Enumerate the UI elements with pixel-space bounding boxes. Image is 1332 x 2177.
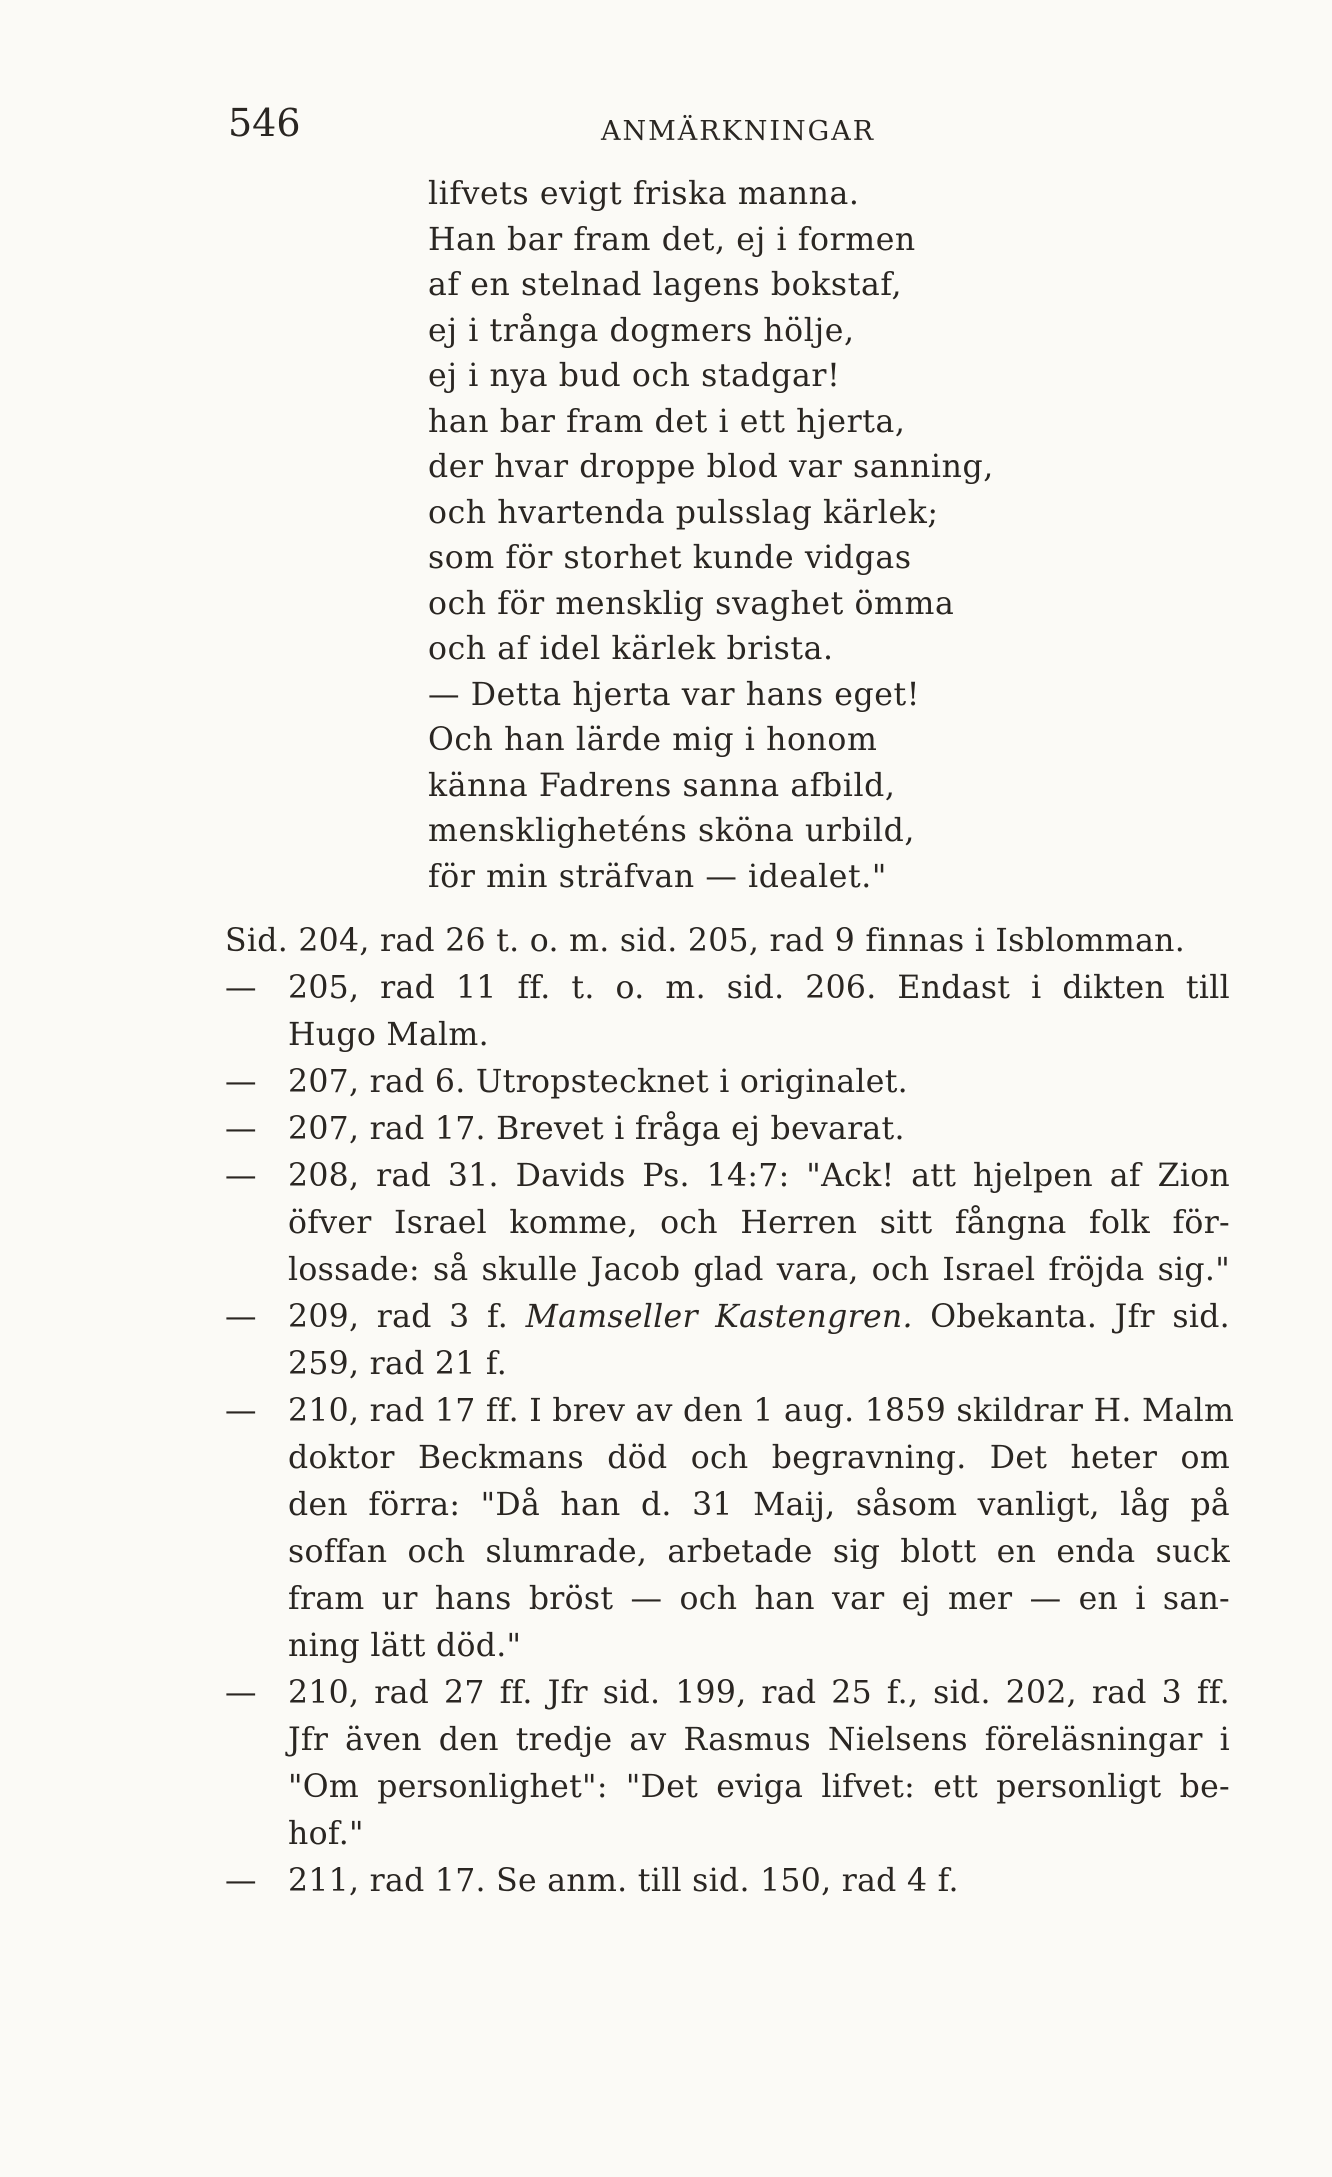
note-dash: — xyxy=(225,1299,257,1335)
note-entry xyxy=(225,1858,1230,1905)
note-line: 211, rad 17. Se anm. till sid. 150, rad 4 f. xyxy=(288,1863,959,1899)
note-line: lossade: så skulle Jacob glad vara, och Israel fröjda sig." xyxy=(288,1252,1230,1288)
note-line: 205, rad 11 ff. t. o. m. sid. 206. Endast i dikten till xyxy=(288,970,1230,1006)
note-dash: — xyxy=(225,1675,257,1711)
poem-line: Han bar fram det, ej i formen xyxy=(428,221,916,258)
note-dash: — xyxy=(225,1158,257,1194)
poem-line: af en stelnad lagens bokstaf, xyxy=(428,267,903,303)
note-dash: — xyxy=(225,1393,257,1429)
note-entry xyxy=(225,1153,1230,1294)
poem xyxy=(428,172,994,900)
note-text: Obekanta. Jfr sid. xyxy=(930,1299,1230,1335)
note-entry xyxy=(225,1388,1235,1670)
note-line: soffan och slumrade, arbetade sig blott en enda suck xyxy=(288,1534,1230,1570)
note-line: 208, rad 31. Davids Ps. 14:7: "Ack! att hjelpen af Zion xyxy=(288,1158,1230,1194)
note-line: 207, rad 17. Brevet i fråga ej bevarat. xyxy=(288,1111,905,1147)
poem-line: känna Fadrens sanna afbild, xyxy=(428,767,896,804)
note-italic-title: Mamseller Kastengren. xyxy=(525,1299,913,1335)
note-line: doktor Beckmans död och begravning. Det heter om xyxy=(288,1440,1230,1476)
poem-line: och af idel kärlek brista. xyxy=(428,631,834,667)
note-line: Sid. 204, rad 26 t. o. m. sid. 205, rad 9 finnas i Isblomman. xyxy=(225,923,1186,959)
notes-section xyxy=(225,918,1235,1905)
note-entry xyxy=(225,1294,1230,1388)
note-line: fram ur hans bröst — och han var ej mer — en i san- xyxy=(288,1581,1230,1617)
poem-line: som för storhet kunde vidgas xyxy=(428,540,912,576)
poem-line: för min sträfvan — idealet." xyxy=(428,858,887,895)
poem-line: och hvartenda pulsslag kärlek; xyxy=(428,494,939,531)
note-line: den förra: "Då han d. 31 Maij, såsom vanligt, låg på xyxy=(288,1487,1230,1523)
note-line: 259, rad 21 f. xyxy=(288,1346,508,1382)
note-line: öfver Israel komme, och Herren sitt fångna folk för- xyxy=(288,1205,1230,1241)
note-line: hof." xyxy=(288,1816,364,1852)
note-ref: 209, rad 3 f. xyxy=(288,1299,509,1335)
note-dash: — xyxy=(225,1111,257,1147)
note-line: Hugo Malm. xyxy=(288,1017,489,1053)
poem-line: han bar fram det i ett hjerta, xyxy=(428,403,906,440)
poem-line: ej i nya bud och stadgar! xyxy=(428,358,841,394)
poem-line: Och han lärde mig i honom xyxy=(428,722,878,758)
note-dash: — xyxy=(225,970,257,1006)
note-line: 210, rad 17 ff. I brev av den 1 aug. 1859 skildrar H. Malm xyxy=(288,1393,1235,1429)
running-head: ANMÄRKNINGAR xyxy=(601,116,876,147)
note-dash: — xyxy=(225,1064,257,1100)
note-line: 210, rad 27 ff. Jfr sid. 199, rad 25 f., sid. 202, rad 3 ff. xyxy=(288,1675,1230,1711)
poem-line: och för mensklig svaghet ömma xyxy=(428,585,955,622)
page-number: 546 xyxy=(228,101,301,145)
note-dash: — xyxy=(225,1863,257,1899)
note-entry xyxy=(225,918,1230,965)
note-line xyxy=(288,1294,1230,1341)
poem-line: lifvets evigt friska manna. xyxy=(428,176,860,212)
note-entry xyxy=(225,965,1230,1059)
note-entry xyxy=(225,1106,1230,1153)
poem-line: — Detta hjerta var hans eget! xyxy=(428,676,921,713)
note-entry xyxy=(225,1059,1230,1106)
poem-line: ej i trånga dogmers hölje, xyxy=(428,312,855,349)
poem-line: der hvar droppe blod var sanning, xyxy=(428,449,994,485)
note-line: ning lätt död." xyxy=(288,1628,522,1664)
note-line: Jfr även den tredje av Rasmus Nielsens föreläsningar i xyxy=(288,1722,1230,1758)
poem-line: menskligheténs sköna urbild, xyxy=(428,813,915,849)
note-line: "Om personlighet": "Det eviga lifvet: ett personligt be- xyxy=(288,1769,1230,1805)
note-line: 207, rad 6. Utropstecknet i originalet. xyxy=(288,1064,908,1100)
note-entry xyxy=(225,1670,1230,1858)
